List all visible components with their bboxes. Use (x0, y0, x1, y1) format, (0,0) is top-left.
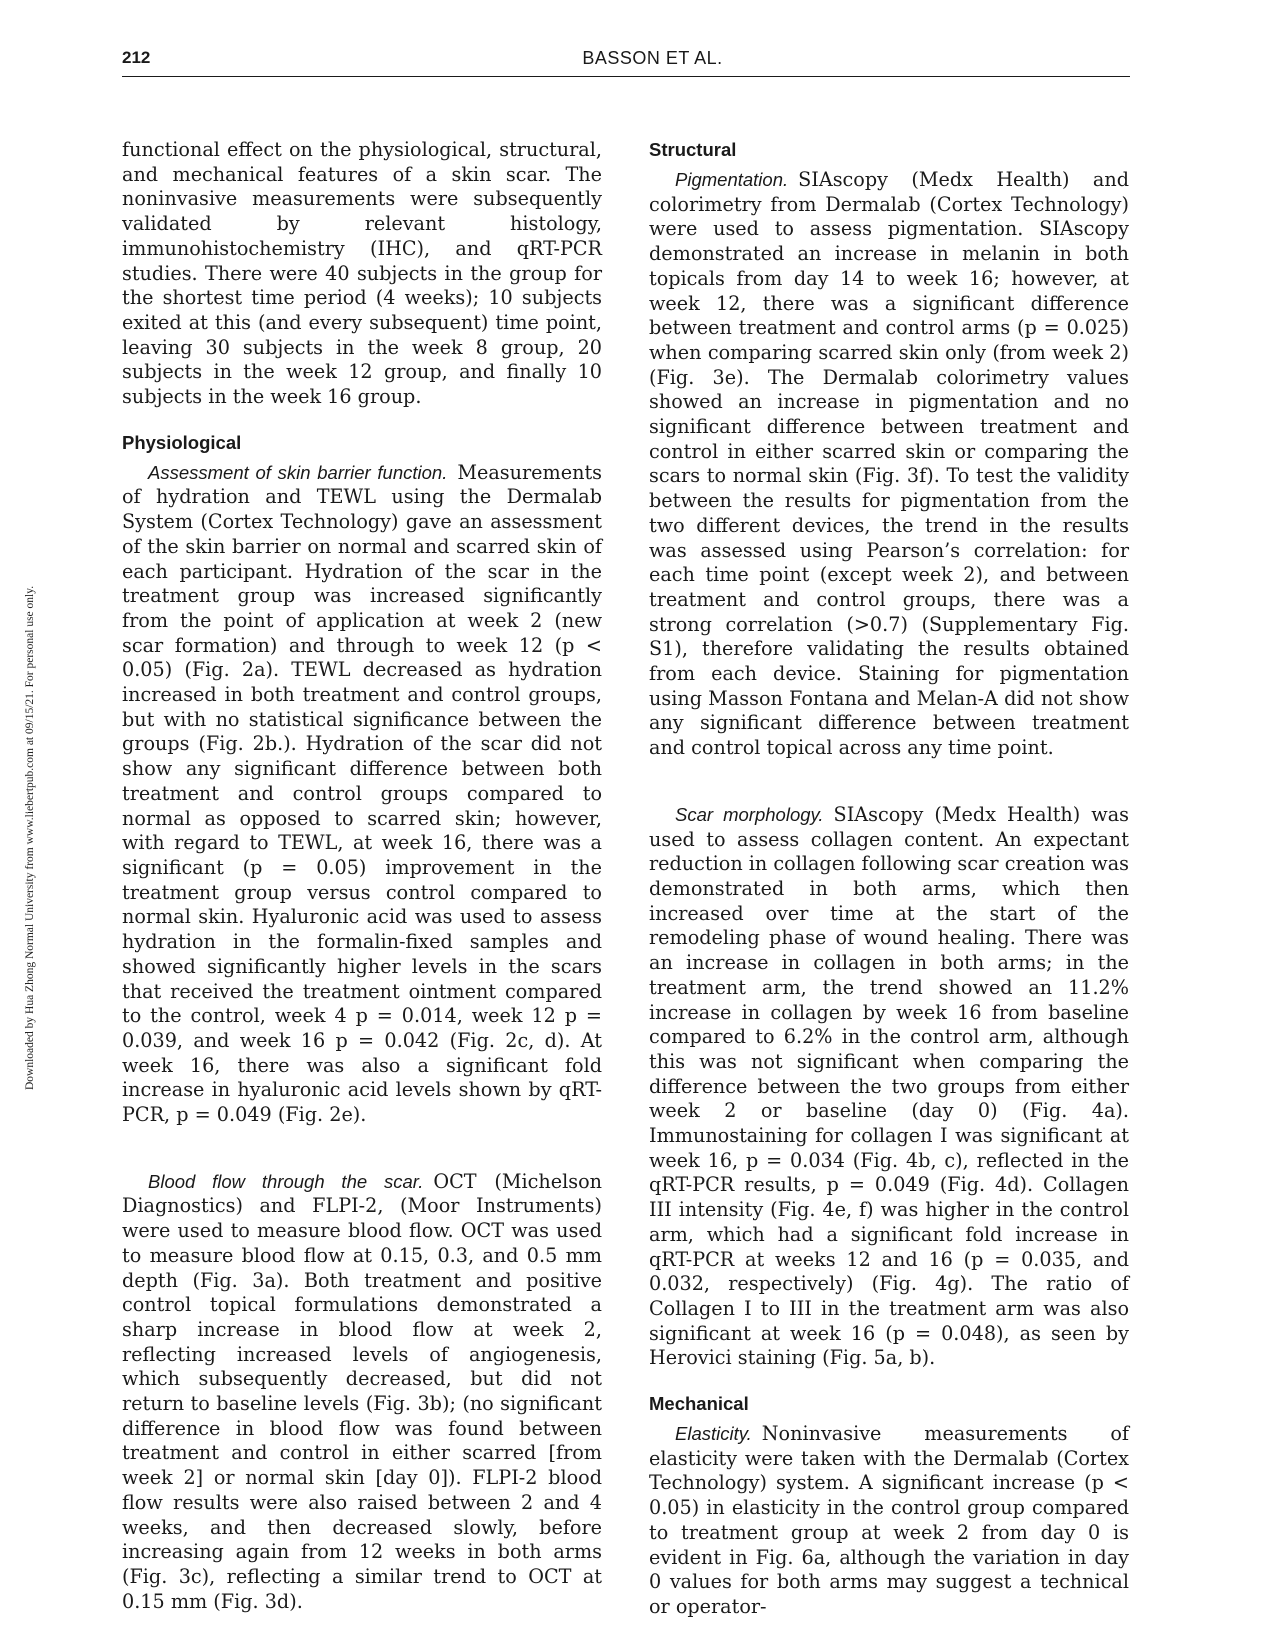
header-rule (122, 76, 1130, 77)
intro-paragraph: functional effect on the physiological, structural, and mechanical features of a skin scar. The noninvasive measurements were subsequently validated by relevant histology, immunohistochemistry (IHC), and qRT-PCR studies. There were 40 subjects in the group for the shortest time period (4 weeks); 10 subjects exited at this (and every subsequent) time point, leaving 30 subjects in the week 8 group, 20 subjects in the week 12 group, and finally 10 subjects in the week 16 group. (122, 138, 602, 409)
left-column (122, 138, 602, 1614)
blood-flow-text: OCT (Michelson Diagnostics) and FLPI-2, (Moor Instruments) were used to measure blood flow. OCT was used to measure blood flow at 0.15, 0.3, and 0.5 mm depth (Fig. 3a). Both treatment and positive control topical formulations demonstrated a sharp increase in blood flow at week 2, reflecting increased levels of angiogenesis, which subsequently decreased, but did not return to baseline levels (Fig. 3b); (no significant difference in blood flow was found between treatment and control in either scarred [from week 2] or normal skin [day 0]). FLPI-2 blood flow results were also raised between 2 and 4 weeks, and then decreased slowly, before increasing again from 12 weeks in both arms (Fig. 3c), reflecting a similar trend to OCT at 0.15 mm (Fig. 3d). (122, 1169, 603, 1613)
right-column (649, 138, 1129, 1620)
pigmentation-title: Pigmentation. (675, 169, 789, 190)
pigmentation-text: SIAscopy (Medx Health) and colorimetry from Dermalab (Cortex Technology) were used to assess pigmentation. SIAscopy demonstrated an increase in melanin in both topicals from day 14 to week 16; however, at week 12, there was a significant difference between treatment and control arms (p = 0.025) when comparing scarred skin only (from week 2) (Fig. 3e). The Dermalab colorimetry values showed an increase in pigmentation and no significant difference between treatment and control in either scarred skin or comparing the scars to normal skin (Fig. 3f). To test the validity between the results for pigmentation from the two different devices, the trend in the results was assessed using Pearson’s correlation: for each time point (except week 2), and between treatment and control groups, there was a strong correlation (>0.7) (Supplementary Fig. S1), therefore validating the results obtained from each device. Staining for pigmentation using Masson Fontana and Melan-A did not show any significant difference between treatment and control topical across any time point. (649, 168, 1129, 760)
running-head: BASSON ET AL. (582, 48, 723, 68)
blood-flow-paragraph (122, 1170, 602, 1615)
page-number: 212 (122, 48, 151, 67)
blood-flow-title: Blood flow through the scar. (148, 1170, 424, 1192)
skin-barrier-paragraph (122, 461, 602, 1128)
scar-morphology-title: Scar morphology. (675, 803, 824, 825)
structural-heading: Structural (649, 139, 737, 160)
scar-morphology-paragraph (649, 803, 1129, 1371)
elasticity-text: Noninvasive measurements of elasticity were taken with the Dermalab (Cortex Technology) system. A significant increase (p < 0.05) in elasticity in the control group compared to treatment group at week 2 from day 0 is evident in Fig. 6a, although the variation in day 0 values for both arms may suggest a technical or operator- (649, 1422, 1129, 1618)
pigmentation-paragraph (649, 168, 1129, 761)
elasticity-paragraph (649, 1422, 1129, 1620)
mechanical-heading: Mechanical (649, 1393, 749, 1415)
skin-barrier-text: Measurements of hydration and TEWL using the Dermalab System (Cortex Technology) gave an assessment of the skin barrier on normal and scarred skin of each participant. Hydration of the scar in the treatment group was increased significantly from the point of application at week 2 (new scar formation) and through to week 12 (p < 0.05) (Fig. 2a). TEWL decreased as hydration increased in both treatment and control groups, but with no statistical significance between the groups (Fig. 2b.). Hydration of the scar did not show any significant difference between both treatment and control groups compared to normal as opposed to scarred skin; however, with regard to TEWL, at week 16, there was a significant (p = 0.05) improvement in the treatment group versus control compared to normal skin. Hyaluronic acid was used to assess hydration in the formalin-fixed samples and showed significantly higher levels in the scars that received the treatment ointment compared to the control, week 4 p = 0.014, week 12 p = 0.039, and week 16 p = 0.042 (Fig. 2c, d). At week 16, there was also a significant fold increase in hyaluronic acid levels shown by qRT-PCR, p = 0.049 (Fig. 2e). (122, 460, 602, 1127)
scar-morphology-text: SIAscopy (Medx Health) was used to assess collagen content. An expectant reduction in collagen following scar creation was demonstrated in both arms, which then increased over time at the start of the remodeling phase of wound healing. There was an increase in collagen in both arms; in the treatment arm, the trend showed an 11.2% increase in collagen by week 16 from baseline compared to 6.2% in the control arm, although this was not significant when comparing the difference between the two groups from either week 2 or baseline (day 0) (Fig. 4a). Immunostaining for collagen I was significant at week 16, p = 0.034 (Fig. 4b, c), reflected in the qRT-PCR results, p = 0.049 (Fig. 4d). Collagen III intensity (Fig. 4e, f) was higher in the control arm, which had a significant fold increase in qRT-PCR at weeks 12 and 16 (p = 0.035, and 0.032, respectively) (Fig. 4g). The ratio of Collagen I to III in the treatment arm was also significant at week 16 (p = 0.048), as seen by Herovici staining (Fig. 5a, b). (649, 802, 1129, 1370)
skin-barrier-title: Assessment of skin barrier function. (148, 461, 448, 483)
elasticity-title: Elasticity. (675, 1423, 752, 1445)
download-notice: Downloaded by Hua Zhong Normal University from www.liebertpub.com at 09/15/21. For personal use only. (24, 585, 36, 1090)
physiological-heading: Physiological (122, 431, 242, 453)
